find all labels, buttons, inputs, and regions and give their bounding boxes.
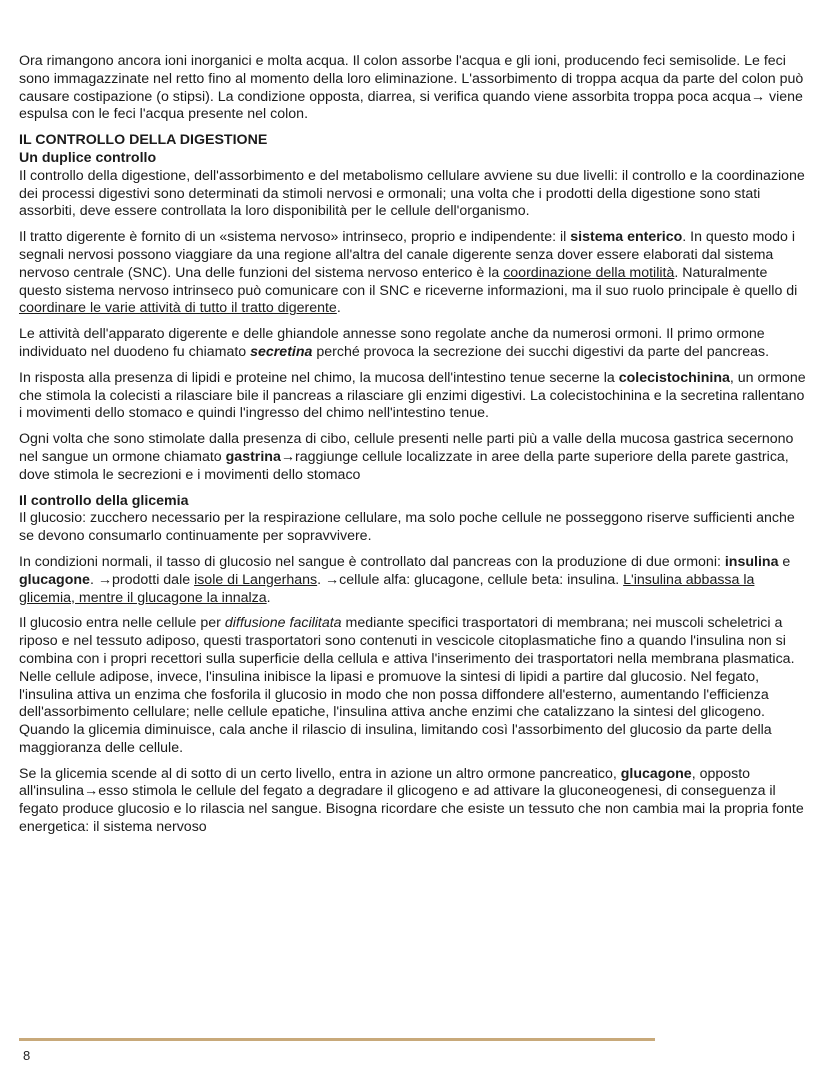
subsection-title-duplice-controllo: Un duplice controllo (19, 149, 157, 166)
underlined-isole-langerhans: isole di Langerhans (194, 571, 318, 588)
term-colecistochinina: colecistochinina (618, 369, 730, 386)
paragraph-sistema-enterico: Il tratto digerente è fornito di un «sistema nervoso» intrinseco, proprio e indipendente: il sistema enterico. In questo modo i segnali nervosi possono viaggiare da una regione all'altra del canale digerente senza dover essere elaborati dal sistema nervoso centrale (SNC). Una delle funzioni del sistema nervoso enterico è la coordinazione della motilità. Naturalmente questo sistema nervoso intrinseco può comunicare con il SNC e riceverne informazioni, ma il suo ruolo principale è quello di coordinare le varie attività di tutto il tratto digerente. (19, 229, 798, 317)
underlined-coordinazione-motilita: coordinazione della motilità (503, 264, 675, 281)
paragraph-colecistochinina: In risposta alla presenza di lipidi e proteine nel chimo, la mucosa dell'intestino tenue secerne la colecistochinina, un ormone che stimola la colecisti a rilasciare bile il pancreas a rilasciare gli enzimi digestivi. La colecistochinina e la secretina rallentano i movimenti dello stomaco e quindi l'ingresso del chimo nell'intestino tenue. (19, 369, 806, 422)
intro-paragraph: Ora rimangono ancora ioni inorganici e molta acqua. Il colon assorbe l'acqua e gli ioni, producendo feci semisolide. Le feci sono immagazzinate nel retto fino al momento della loro eliminazione. L'assorbimento di troppa acqua da parte del colon può causare costipazione (o stipsi). La condizione opposta, diarrea, si verifica quando viene assorbita troppa poca acqua→ viene espulsa con le feci l'acqua presente nel colon. (19, 53, 804, 123)
paragraph-controllo: Il controllo della digestione, dell'assorbimento e del metabolismo cellulare avviene su due livelli: il controllo e la coordinazione dei processi digestivi sono determinati da stimoli nervosi e ormonali; una volta che i prodotti della digestione sono stati assorbiti, deve essere controllata la loro disponibilità per le cellule dell'organismo. (19, 167, 805, 220)
paragraph-gastrina: Ogni volta che sono stimolate dalla presenza di cibo, cellule presenti nelle parti più a valle della mucosa gastrica secernono nel sangue un ormone chiamato gastrina→raggiunge cellule localizzate in aree della parte superiore della parete gastrica, dove stimola le secrezioni e i movimenti dello stomaco (19, 431, 794, 483)
paragraph-glucagone: Se la glicemia scende al di sotto di un certo livello, entra in azione un altro ormone pancreatico, glucagone, opposto all'insulina→esso stimola le cellule del fegato a degradare il glicogeno e ad attivare la gluconeogenesi, di conseguenza il fegato produce glucosio e lo rilascia nel sangue. Bisogna ricordare che esiste un tessuto che non cambia mai la propria fonte energetica: il sistema nervoso (19, 765, 804, 836)
subsection-title-glicemia: Il controllo della glicemia (19, 492, 189, 509)
underlined-coordinare-attivita: coordinare le varie attività di tutto il tratto digerente (19, 300, 337, 317)
paragraph-diffusione: Il glucosio entra nelle cellule per diffusione facilitata mediante specifici trasportatori di membrana; nei muscoli scheletrici a riposo e nel tessuto adiposo, questi trasportatori sono contenuti in vescicole citoplasmatiche fino a quando l'insulina non si combina con i propri recettori sulla superficie della cellula e attiva l'inserimento dei trasportatori nella membrana plasmatica. Nelle cellule adipose, invece, l'insulina inibisce la lipasi e promuove la sintesi di lipidi a partire dal glucosio. Nel fegato, l'insulina attiva un enzima che fosforila il glucosio in modo che non possa diffondere all'esterno, aumentando l'efficienza dell'assorbimento cellulare; nelle cellule epatiche, l'insulina attiva anche enzimi che catalizzano la sintesi del glicogeno. Quando la glicemia diminuisce, cala anche il rilascio di insulina, limitando così l'assorbimento del glucosio da parte della maggioranza delle cellule. (19, 615, 795, 756)
footer-rule (19, 1038, 655, 1041)
term-sistema-enterico: sistema enterico (570, 229, 683, 246)
paragraph-insulina-glucagone: In condizioni normali, il tasso di glucosio nel sangue è controllato dal pancreas con la produzione di due ormoni: insulina e glucagone. →prodotti dale isole di Langerhans. →cellule alfa: glucagone, cellule beta: insulina. L'insulina abbassa la glicemia, mentre il glucagone la innalza. (19, 553, 791, 606)
paragraph-secretina: Le attività dell'apparato digerente e delle ghiandole annesse sono regolate anche da numerosi ormoni. Il primo ormone individuato nel duodeno fu chiamato secretina perché provoca la secrezione dei succhi digestivi da parte del pancreas. (19, 326, 770, 360)
paragraph-glucosio: Il glucosio: zucchero necessario per la respirazione cellulare, ma solo poche cellule ne posseggono riserve sufficienti anche se devono consumarlo continuamente per sopravvivere. (19, 510, 795, 545)
page-number: 8 (23, 1048, 31, 1063)
term-glucagone-2: glucagone (620, 765, 692, 782)
term-secretina: secretina (250, 343, 313, 360)
term-gastrina: gastrina (225, 448, 281, 465)
term-insulina: insulina (724, 553, 779, 570)
term-glucagone: glucagone (19, 571, 90, 588)
document-body (19, 53, 809, 845)
underlined-insulina-glucagone: L'insulina abbassa la glicemia, mentre il glucagone la innalza (19, 571, 755, 606)
section-title: IL CONTROLLO DELLA DIGESTIONE (19, 132, 268, 149)
term-diffusione-facilitata: diffusione facilitata (224, 615, 342, 632)
